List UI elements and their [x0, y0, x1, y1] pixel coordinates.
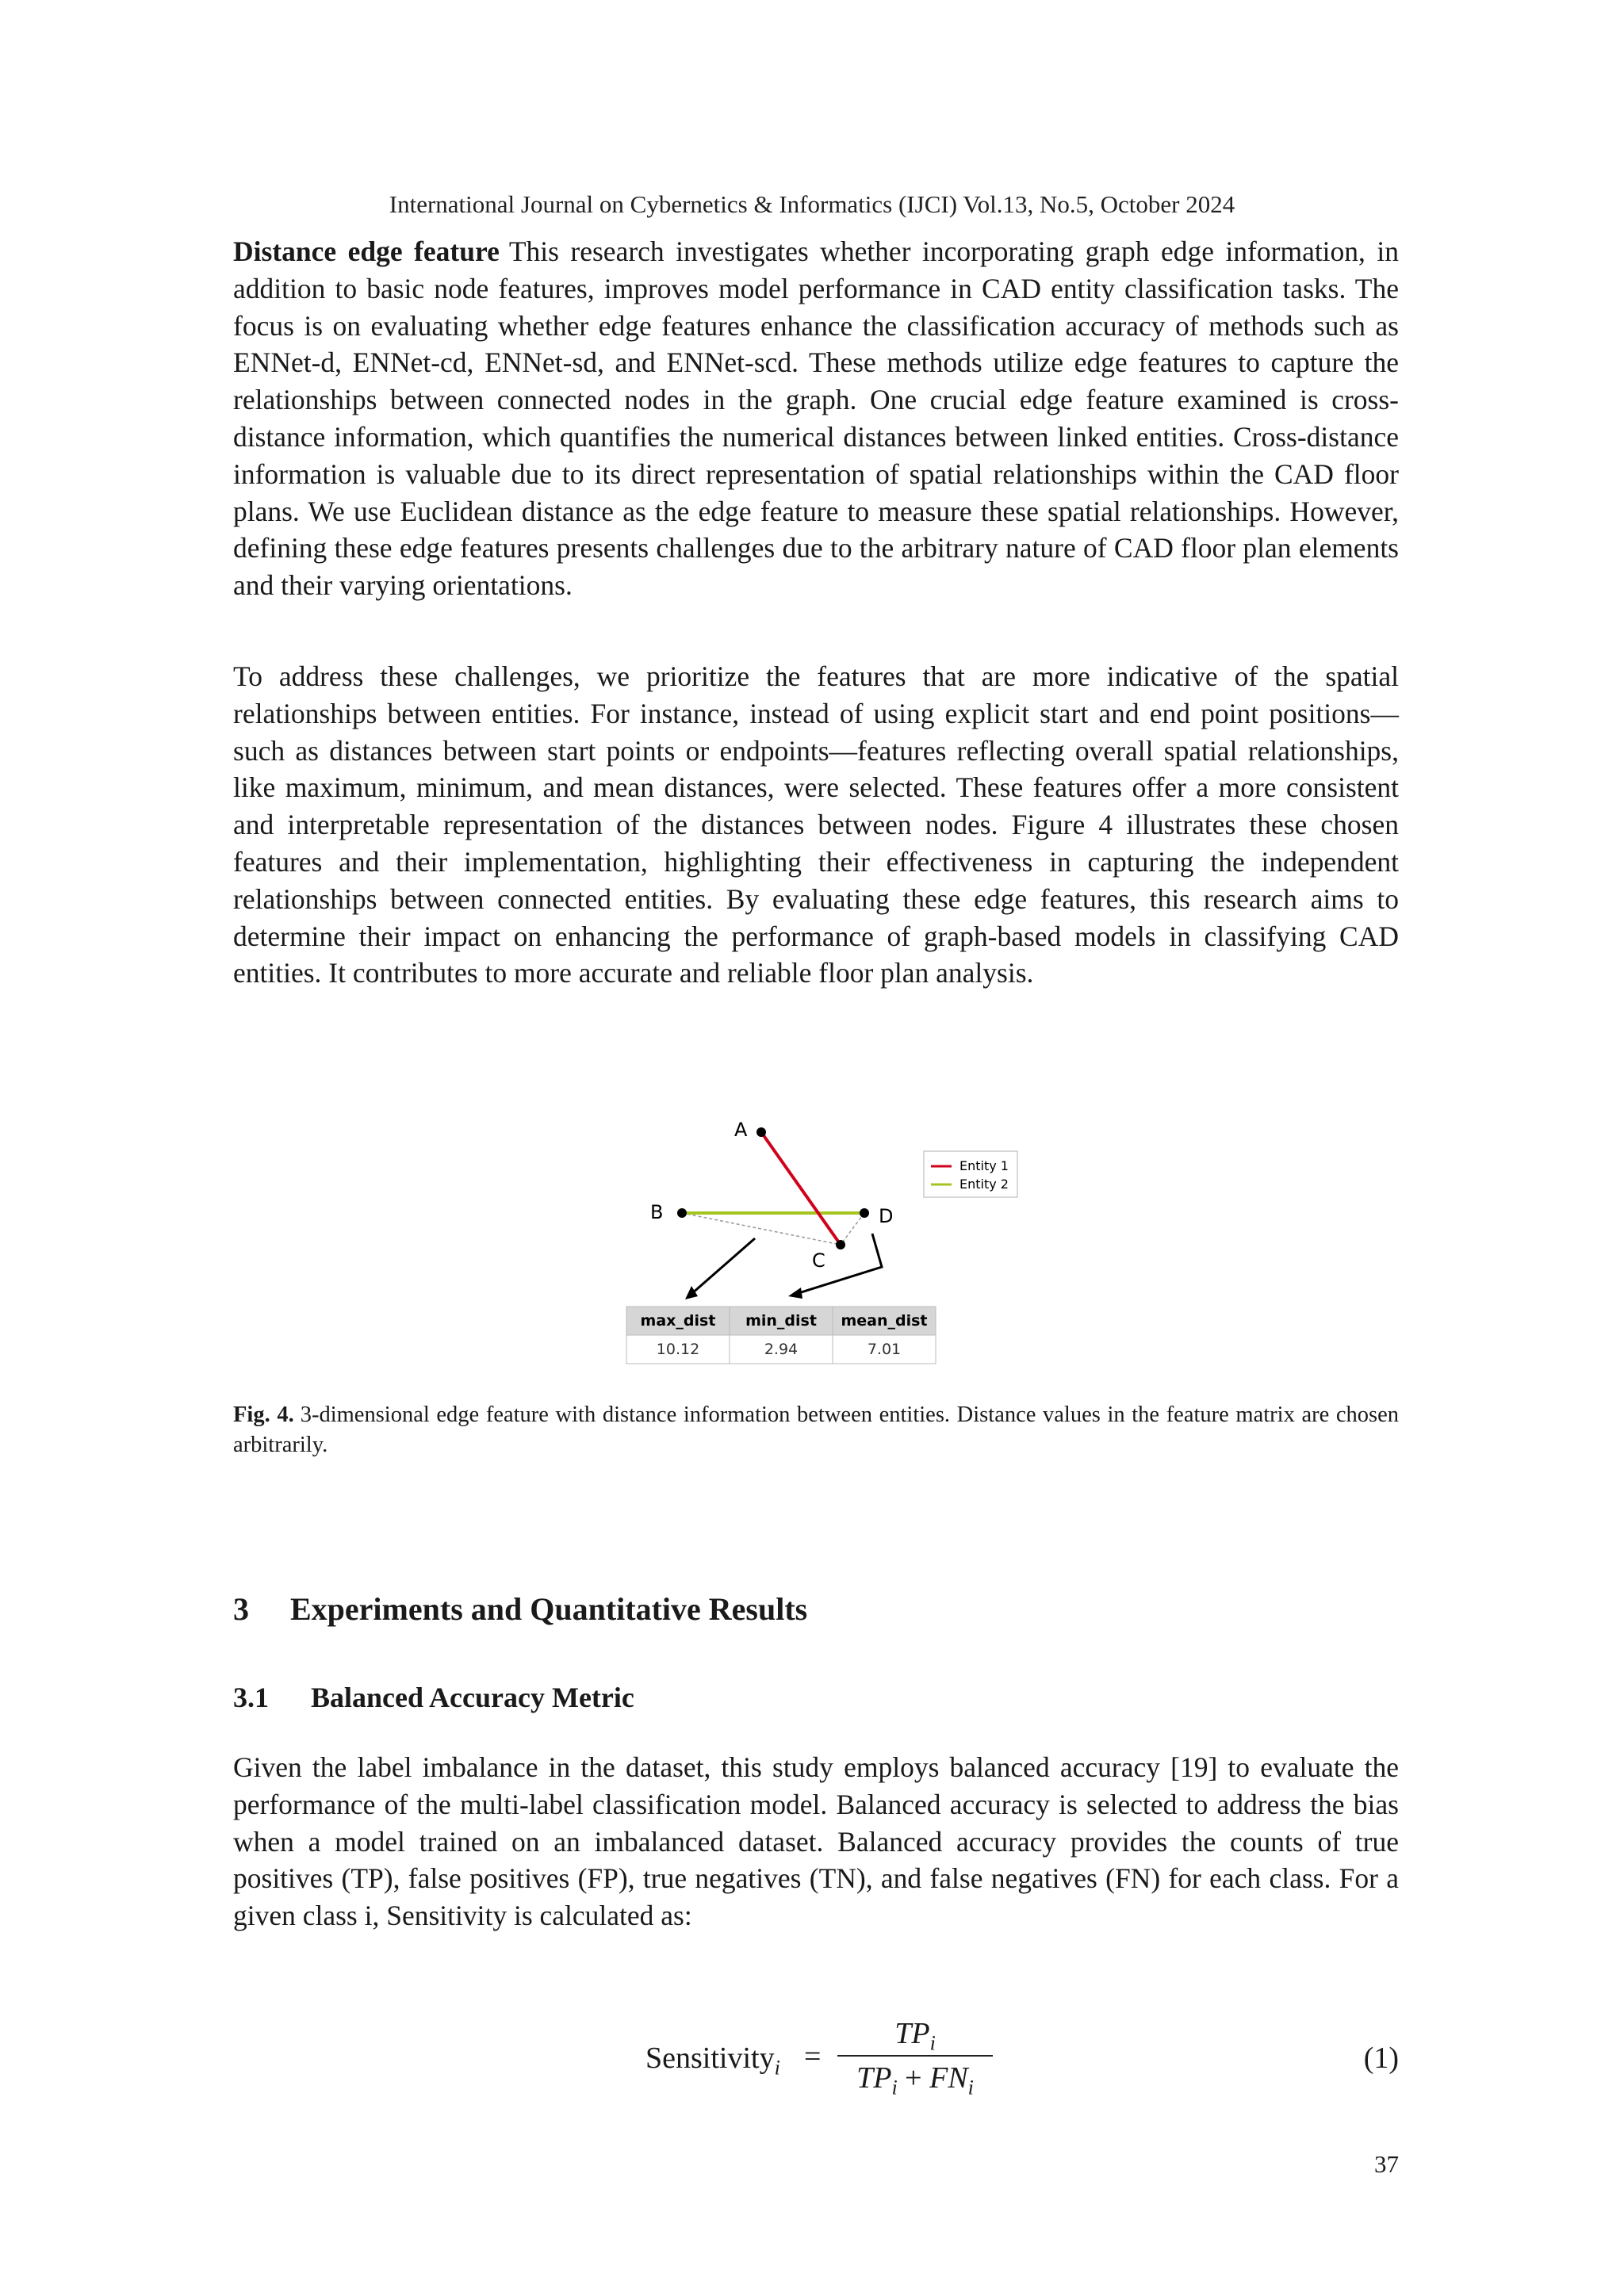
table-value-min-dist: 2.94 [764, 1341, 799, 1358]
equation-fraction-bar [837, 2055, 993, 2057]
subsection-heading [233, 1681, 634, 1714]
paragraph-lead: Distance edge feature [233, 235, 500, 267]
equation-denominator: $TP_i + FN_i$ [856, 2061, 974, 2099]
point-a [756, 1127, 766, 1137]
section-heading [233, 1590, 807, 1628]
page-number: 37 [1374, 2150, 1399, 2178]
equation-fraction [837, 2014, 993, 2098]
legend-entity1: Entity 1 [959, 1158, 1009, 1173]
figure-caption [233, 1400, 1399, 1460]
arrow-right-head [788, 1288, 802, 1299]
equation-equals: = [804, 2040, 822, 2073]
equation-number: (1) [1363, 2042, 1399, 2075]
equation-sensitivity [645, 2014, 1399, 2101]
entity1-line [761, 1132, 841, 1245]
point-d [860, 1208, 869, 1218]
label-d: D [879, 1205, 894, 1227]
caption-label: Fig. 4. [233, 1402, 294, 1427]
figure-diagram [603, 1094, 1047, 1372]
equation-lhs: Sensitivity$_i$ [645, 2042, 780, 2080]
dashed-line-d-c [841, 1213, 864, 1245]
table-header-min-dist: min_dist [745, 1312, 817, 1330]
section-title: Experiments and Quantitative Results [290, 1591, 808, 1627]
section-number: 3 [233, 1591, 249, 1627]
table-header-mean-dist: mean_dist [841, 1312, 928, 1330]
paragraph-address-challenges: To address these challenges, we prioritize the features that are more indicative of the spatial relationships between entities. For instance, instead of using explicit start and end point positions—such as distances between start points or endpoints—features reflecting overall spatial relationships, like maximum, minimum, and mean distances, were selected. These features offer a more consistent and interpretable representation of the distances between nodes. Figure 4 illustrates these chosen features and their implementation, highlighting their effectiveness in capturing the independent relationships between connected entities. By evaluating these edge features, this research aims to determine their impact on enhancing the performance of graph-based models in classifying CAD entities. It contributes to more accurate and reliable floor plan analysis. [233, 660, 1399, 989]
table-value-mean-dist: 7.01 [867, 1341, 902, 1358]
journal-header: International Journal on Cybernetics & Informatics (IJCI) Vol.13, No.5, October 2024 [389, 190, 1235, 218]
label-a: A [734, 1119, 748, 1141]
equation-numerator: $TP_i$ [894, 2017, 936, 2055]
paragraph-balanced-accuracy: Given the label imbalance in the dataset, this study employs balanced accuracy [19] to evaluate the performance of the multi-label classification model. Balanced accuracy is selected to address the bias when a model trained on an imbalanced dataset. Balanced accuracy provides the counts of true positives (TP), false positives (FP), true negatives (TN), and false negatives (FN) for each class. For a given class i, Sensitivity is calculated as: [233, 1751, 1399, 1932]
paragraph-distance-edge-feature [233, 233, 1399, 604]
label-c: C [812, 1249, 825, 1272]
point-b [677, 1208, 687, 1218]
figure-edge-feature [603, 1094, 1047, 1372]
legend-entity2: Entity 2 [959, 1177, 1009, 1192]
subsection-title: Balanced Accuracy Metric [311, 1682, 634, 1713]
point-c [836, 1240, 845, 1249]
dashed-line-b-c [682, 1213, 841, 1245]
arrow-left [691, 1238, 755, 1294]
subsection-number: 3.1 [233, 1682, 269, 1713]
paragraph-text: This research investigates whether incorporating graph edge information, in addition to basic node features, improves model performance in CAD entity classification tasks. The focus is on evaluating whether edge features enhance the classification accuracy of methods such as ENNet-d, ENNet-cd, ENNet-sd, and ENNet-scd. These methods utilize edge features to capture the relationships between connected nodes in the graph. One crucial edge feature examined is cross-distance information, which quantifies the numerical distances between linked entities. Cross-distance information is valuable due to its direct representation of spatial relationships within the CAD floor plans. We use Euclidean distance as the edge feature to measure these spatial relationships. However, defining these edge features presents challenges due to the arbitrary nature of CAD floor plan elements and their varying orientations. [233, 235, 1399, 602]
caption-text: 3-dimensional edge feature with distance information between entities. Distance values in the feature matrix are chosen arbitrarily. [233, 1402, 1400, 1457]
label-b: B [650, 1201, 664, 1223]
table-header-max-dist: max_dist [640, 1312, 716, 1330]
table-value-max-dist: 10.12 [656, 1341, 700, 1358]
arrow-left-head [685, 1286, 698, 1299]
